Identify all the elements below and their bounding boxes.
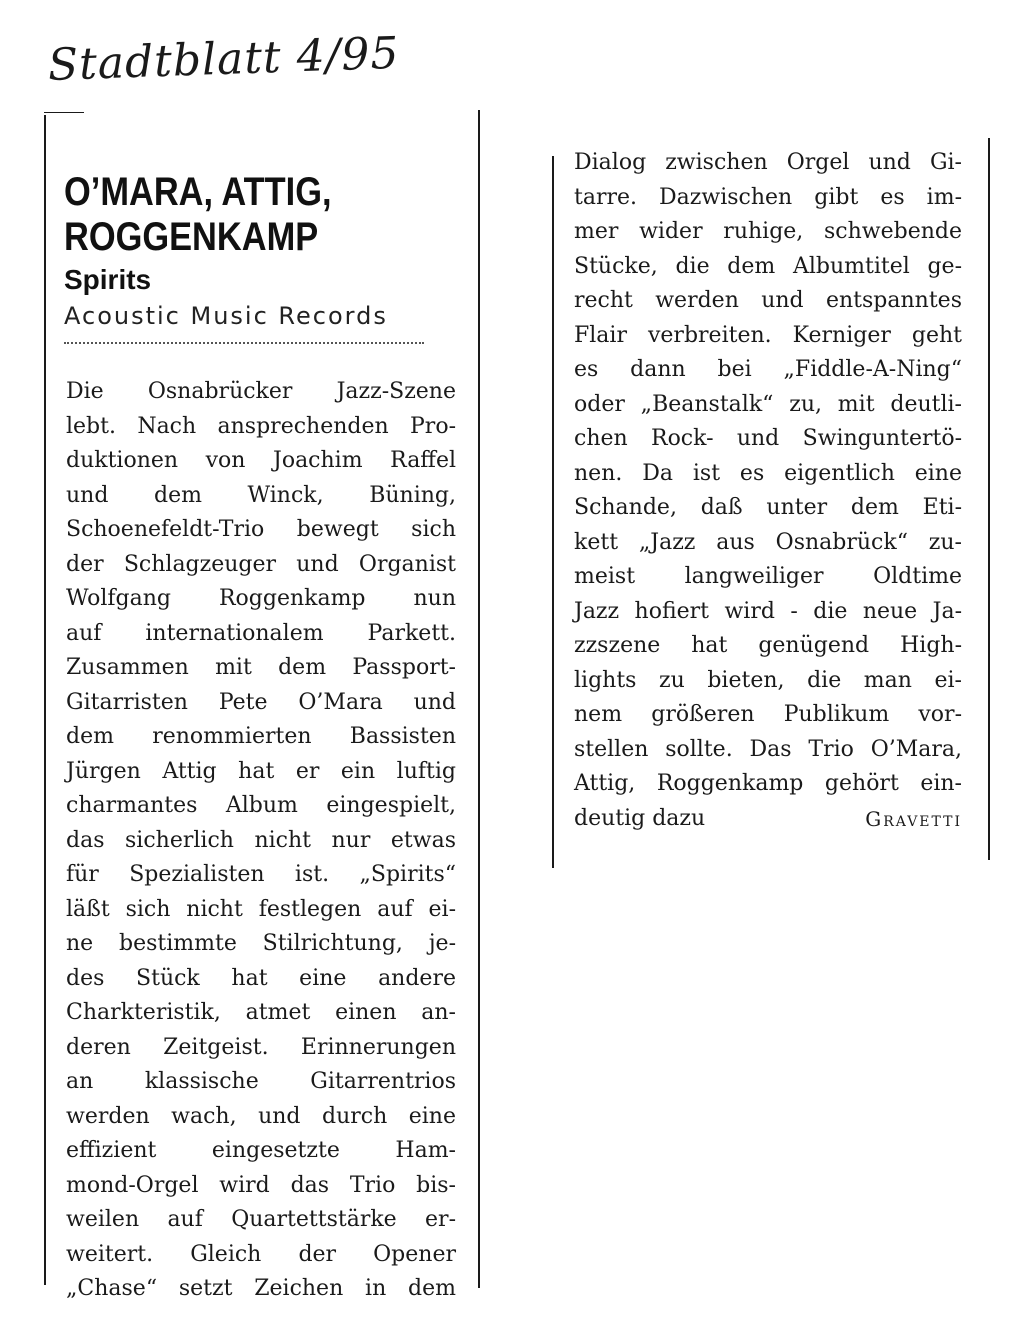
- text-line: effizient eingesetzte Ham-: [66, 1138, 456, 1163]
- text-line: nem größeren Publikum vor-: [574, 702, 962, 727]
- closing-text: deutig dazu: [574, 805, 706, 831]
- text-line: ne bestimmte Stilrichtung, je-: [66, 931, 456, 956]
- closing-line: [574, 802, 962, 837]
- text-line: „Chase“ setzt Zeichen in dem: [66, 1276, 456, 1301]
- text-line: Charkteristik, atmet einen an-: [66, 1000, 456, 1025]
- text-line: meist langweiliger Oldtime: [574, 564, 962, 589]
- text-line: Dialog zwischen Orgel und Gi-: [574, 150, 962, 175]
- handwritten-source-note: Stadtblatt 4/95: [47, 27, 401, 91]
- text-line: für Spezialisten ist. „Spirits“: [66, 862, 456, 887]
- dotted-separator: [64, 342, 424, 344]
- text-line: des Stück hat eine andere: [66, 965, 456, 991]
- headline-line-1: O’MARA, ATTIG,: [64, 170, 332, 214]
- text-line: Zusammen mit dem Passport-: [66, 655, 456, 680]
- text-line: lebt. Nach ansprechenden Pro-: [66, 413, 456, 439]
- text-line: duktionen von Joachim Raffel: [66, 448, 456, 473]
- headline-line-2: ROGGENKAMP: [64, 215, 319, 259]
- album-title: Spirits: [64, 264, 152, 295]
- text-line: weitert. Gleich der Opener: [66, 1241, 456, 1267]
- text-line: chen Rock- und Swinguntertö-: [574, 426, 962, 451]
- article-headline: [64, 170, 408, 260]
- text-line: werden wach, und durch eine: [66, 1103, 456, 1129]
- text-line: Schande, daß unter dem Eti-: [574, 495, 962, 520]
- text-line: tarre. Dazwischen gibt es im-: [574, 184, 962, 210]
- text-line: Wolfgang Roggenkamp nun: [66, 586, 456, 611]
- text-line: Schoenefeldt-Trio bewegt sich: [66, 517, 456, 542]
- left-column-rule: [44, 115, 46, 1285]
- text-line: deren Zeitgeist. Erinnerungen: [66, 1034, 456, 1060]
- text-line: stellen sollte. Das Trio O’Mara,: [574, 736, 962, 762]
- text-line: an klassische Gitarrentrios: [66, 1069, 456, 1094]
- middle-rule-right: [552, 156, 554, 868]
- text-line: läßt sich nicht festlegen auf ei-: [66, 896, 456, 922]
- text-line: oder „Beanstalk“ zu, mit deutli-: [574, 391, 962, 417]
- text-line: dem renommierten Bassisten: [66, 724, 456, 749]
- text-line: nen. Da ist es eigentlich eine: [574, 460, 962, 486]
- author-credit: Gravetti: [865, 806, 962, 831]
- text-line: zzszene hat genügend High-: [574, 633, 962, 658]
- text-line: es dann bei „Fiddle-A-Ning“: [574, 357, 962, 382]
- text-line: Flair verbreiten. Kerniger geht: [574, 322, 962, 348]
- record-label: Acoustic Music Records: [64, 302, 388, 330]
- text-line: das sicherlich nicht nur etwas: [66, 827, 456, 853]
- text-line: der Schlagzeuger und Organist: [66, 551, 456, 577]
- text-line: mer wider ruhige, schwebende: [574, 219, 962, 244]
- text-line: recht werden und entspanntes: [574, 288, 962, 313]
- text-line: charmantes Album eingespielt,: [66, 793, 456, 818]
- text-line: Stücke, die dem Albumtitel ge-: [574, 253, 962, 279]
- text-line: Attig, Roggenkamp gehört ein-: [574, 771, 962, 796]
- text-line: Jazz hofiert wird - die neue Ja-: [574, 598, 962, 624]
- text-line: lights zu bieten, die man ei-: [574, 667, 962, 693]
- middle-rule-left: [478, 110, 480, 1288]
- text-line: Die Osnabrücker Jazz-Szene: [66, 379, 456, 404]
- text-line: Gitarristen Pete O’Mara und: [66, 689, 456, 715]
- article-column-1: [66, 375, 456, 1307]
- right-column-rule: [988, 138, 990, 860]
- text-line: auf internationalem Parkett.: [66, 620, 456, 646]
- top-short-rule: [44, 112, 84, 113]
- text-line: weilen auf Quartettstärke er-: [66, 1207, 456, 1232]
- text-line: Jürgen Attig hat er ein luftig: [66, 758, 456, 784]
- text-line: mond-Orgel wird das Trio bis-: [66, 1172, 456, 1198]
- text-line: kett „Jazz aus Osnabrück“ zu-: [574, 529, 962, 555]
- text-line: und dem Winck, Büning,: [66, 482, 456, 508]
- article-column-2: [574, 146, 962, 836]
